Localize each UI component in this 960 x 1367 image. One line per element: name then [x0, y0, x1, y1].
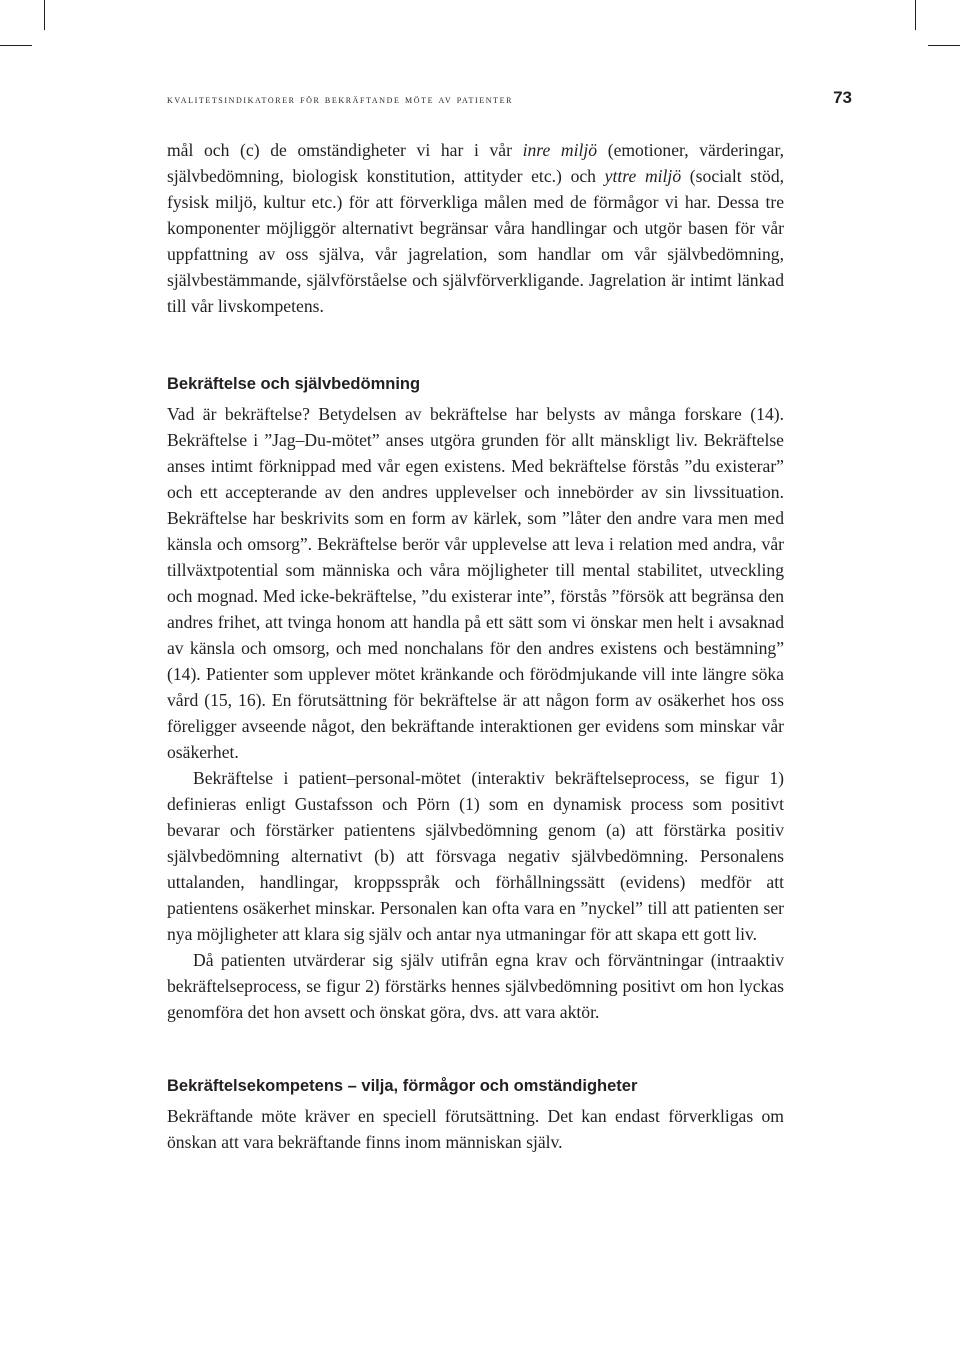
crop-mark-right [928, 45, 960, 46]
page-number: 73 [833, 88, 852, 107]
page-body [167, 137, 784, 1155]
paragraph: Vad är bekräftelse? Betydelsen av bekräftelse har belysts av många forskare (14). Bekräftelse i ”Jag–Du-mötet” anses utgöra grunden för allt mänskligt liv. Bekräftelse anses intimt förknippad med vår egen existens. Med bekräftelse förstås ”du existerar” och ett accepterande av den andres upplevelser och innebörder av sin livssituation. Bekräftelse har beskrivits som en form av kärlek, som ”låter den andre vara men med känsla och omsorg”. Bekräftelse berör vår upplevelse att leva i relation med andra, vår tillväxtpotential som människa och våra möjligheter till mental stabilitet, utveckling och mognad. Med icke-bekräftelse, ”du existerar inte”, förstås ”försök att begränsa den andres frihet, att tvinga honom att handla på ett sätt som vi önskar men helt i avsaknad av känsla och omsorg, och med nonchalans för den andres existens och bestämning” (14). Patienter som upplever mötet kränkande och förödmjukande vill inte längre söka vård (15, 16). En förutsättning för bekräftelse är att någon form av osäkerhet hos oss föreligger avseende något, den bekräftande interaktionen ger evidens som minskar vår osäkerhet. [167, 404, 784, 762]
intro-paragraph: mål och (c) de omständigheter vi har i vår inre miljö (emotioner, värderingar, självbedömning, biologisk konstitution, attityder etc.) och yttre miljö (socialt stöd, fysisk miljö, kultur etc.) för att förverkliga målen med de förmågor vi har. Dessa tre komponenter möjliggör alternativt begränsar våra handlingar och utgör basen för vår uppfattning av oss själva, vår jagrelation, som handlar om vår självbedömning, självbestämmande, självförståelse och självförverkligande. Jagrelation är intimt länkad till vår livskompetens. [167, 140, 785, 316]
emphasis-inre-miljo: inre miljö [522, 140, 598, 160]
crop-mark-top-left [44, 0, 45, 30]
crop-mark-left [0, 45, 32, 46]
section-heading-bekraftelse: Bekräftelse och självbedömning [167, 375, 421, 393]
paragraph: Bekräftande möte kräver en speciell förutsättning. Det kan endast förverkligas om önskan att vara bekräftande finns inom människan själv. [167, 1106, 784, 1152]
paragraph: Bekräftelse i patient–personal-mötet (interaktiv bekräftelseprocess, se figur 1) definieras enligt Gustafsson och Pörn (1) som en dynamisk process som positivt bevarar och förstärker patientens självbedömning genom (a) att förstärka positiv självbedömning alternativt (b) att försvaga negativ självbedömning. Personalens uttalanden, handlingar, kroppsspråk och förhållningssätt (evidens) medför att patientens osäkerhet minskar. Personalen kan ofta vara en ”nyckel” till att patienten ser nya möjligheter att klara sig själv och antar nya utmaningar för att skapa ett gott liv. [167, 768, 784, 944]
section-heading-bekraftelsekompetens: Bekräftelsekompetens – vilja, förmågor och omständigheter [167, 1077, 638, 1095]
paragraph: Då patienten utvärderar sig själv utifrån egna krav och förväntningar (intraaktiv bekräftelseprocess, se figur 2) förstärks hennes självbedömning positivt om hon lyckas genomföra det hon avsett och önskat göra, dvs. att vara aktör. [167, 950, 784, 1022]
crop-mark-top-right [915, 0, 916, 30]
emphasis-yttre-miljo: yttre miljö [604, 166, 682, 186]
running-head: kvalitetsindikatorer för bekräftande möte av patienter [167, 94, 514, 106]
